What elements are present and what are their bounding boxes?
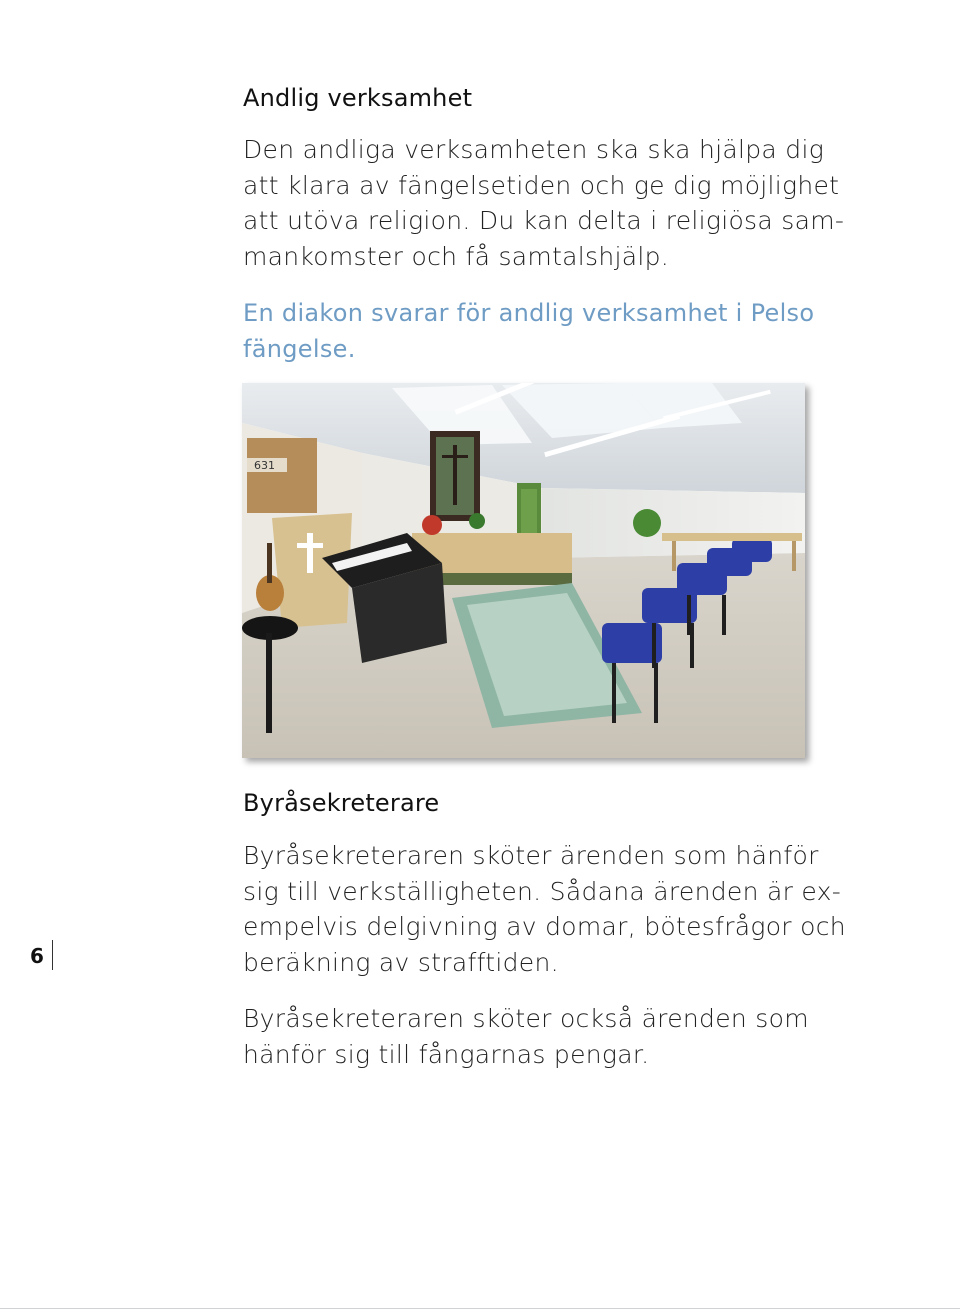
accent-line: En diakon svarar för andlig verksamhet i Pelso xyxy=(243,299,815,327)
paragraph-line: att utöva religion. Du kan delta i religiösa sam- xyxy=(243,206,845,235)
diakon-note xyxy=(243,295,813,367)
chapel-illustration xyxy=(242,383,805,758)
paragraph-line: att klara av fängelsetiden och ge dig möjlighet xyxy=(243,170,840,200)
andlig-paragraph xyxy=(243,132,845,274)
accent-line: fängelse. xyxy=(243,335,356,363)
paragraph-line: hänför sig till fångarnas pengar. xyxy=(243,1039,650,1069)
section-heading-andlig: Andlig verksamhet xyxy=(243,84,473,112)
section-heading-byrasekreterare: Byråsekreterare xyxy=(243,789,440,817)
bottom-rule xyxy=(0,1308,960,1309)
sign-number: 631 xyxy=(254,459,275,472)
chapel-photo xyxy=(242,383,805,758)
byrasekreterare-paragraph-1 xyxy=(243,838,846,980)
paragraph-line: mankomster och få samtalshjälp. xyxy=(243,241,670,271)
paragraph-line: Byråsekreteraren sköter ärenden som hänför xyxy=(243,841,819,870)
page-number-divider xyxy=(52,940,53,970)
paragraph-line: Byråsekreteraren sköter också ärenden som xyxy=(243,1004,809,1033)
paragraph-line: empelvis delgivning av domar, bötesfrågor och xyxy=(243,912,846,941)
paragraph-line: beräkning av strafftiden. xyxy=(243,947,559,977)
paragraph-line: sig till verkställigheten. Sådana ärenden är ex- xyxy=(243,876,842,906)
byrasekreterare-paragraph-2 xyxy=(243,1001,813,1072)
paragraph-line: Den andliga verksamheten ska ska hjälpa dig xyxy=(243,135,825,164)
page-number: 6 xyxy=(30,944,44,968)
